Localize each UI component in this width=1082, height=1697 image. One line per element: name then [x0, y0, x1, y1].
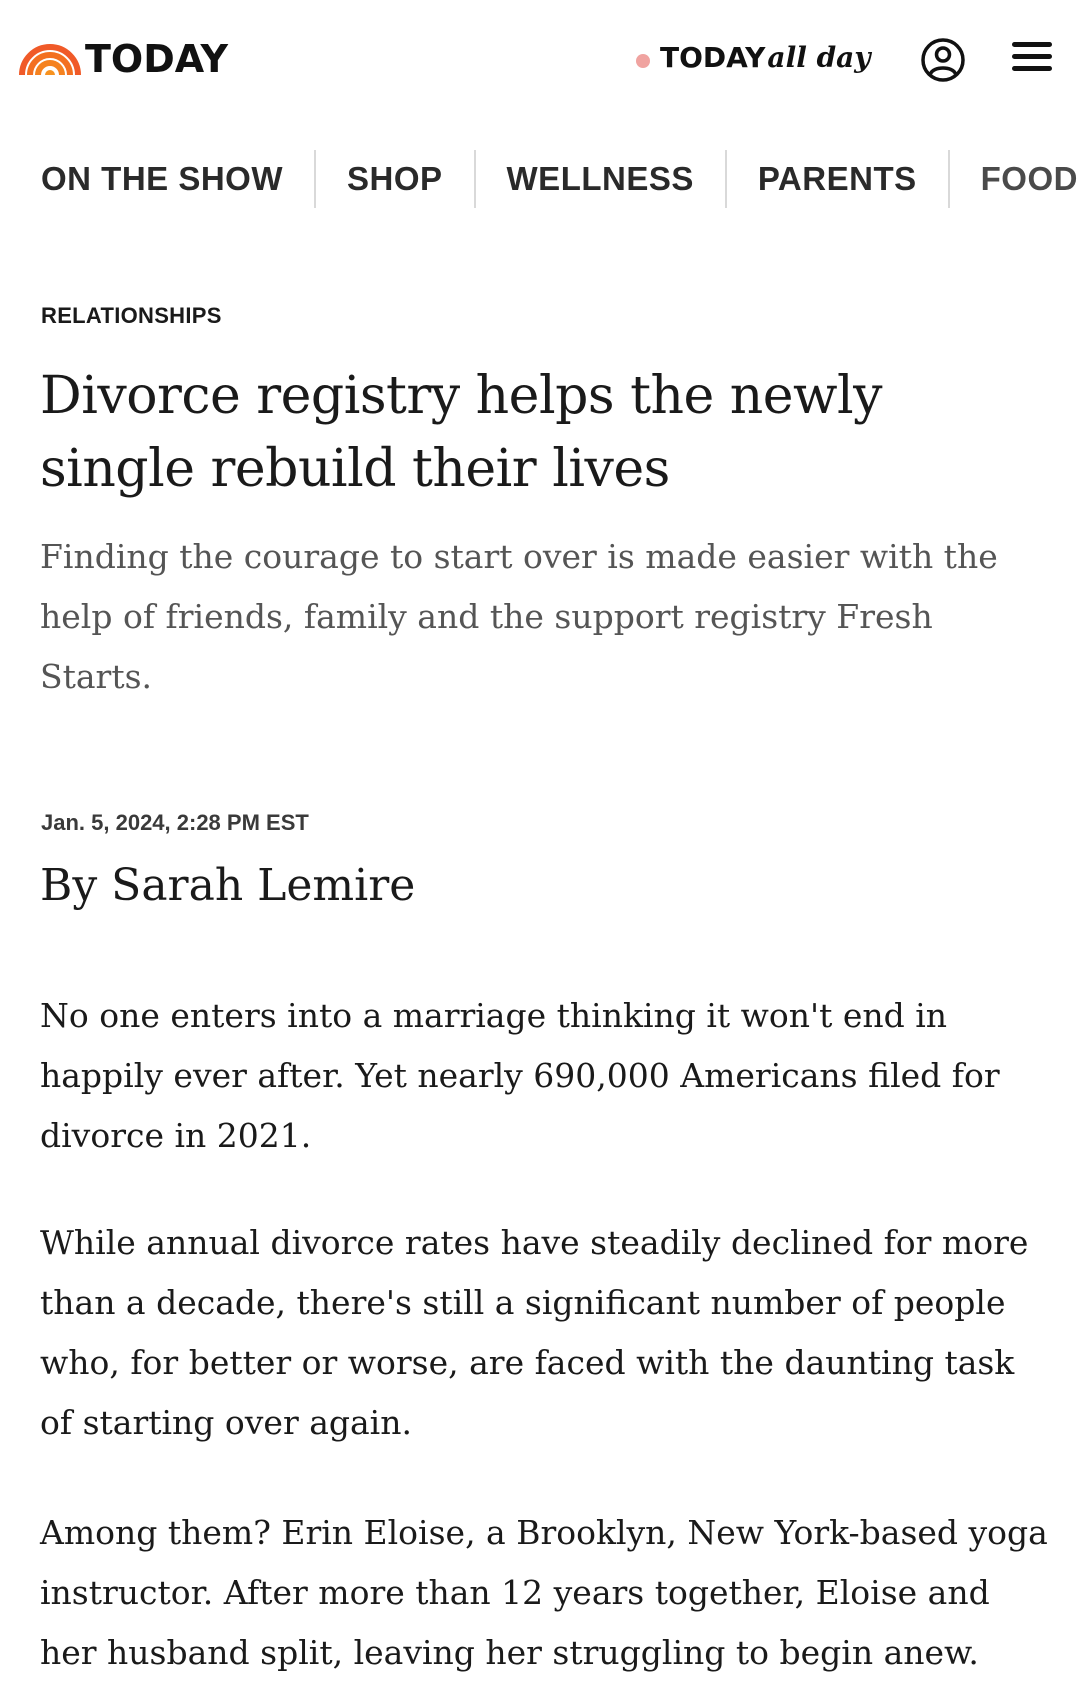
live-dot-icon	[636, 54, 650, 68]
logo-text: TODAY	[85, 37, 229, 81]
nav-item-shop[interactable]: SHOP	[316, 150, 476, 208]
user-circle-icon	[920, 37, 966, 83]
menu-button[interactable]	[1012, 42, 1052, 78]
article-paragraph: While annual divorce rates have steadily declined for more than a decade, there's still a significant number of people who, for better or worse, are faced with the daunting task of starting over again.	[40, 1223, 1029, 1442]
allday-brand: TODAY	[660, 41, 766, 74]
account-button[interactable]	[920, 37, 966, 83]
nav-item-wellness[interactable]: WELLNESS	[476, 150, 727, 208]
article-paragraph: Among them? Erin Eloise, a Brooklyn, New York-based yoga instructor. After more than 12 years together, Eloise and her husband split, leaving her struggling to begin anew.	[40, 1513, 1048, 1672]
today-all-day-link[interactable]	[636, 38, 871, 78]
rainbow-logo-icon	[19, 42, 81, 76]
article-byline[interactable]: By Sarah Lemire	[40, 860, 416, 911]
hamburger-menu-icon	[1012, 42, 1052, 71]
article-category[interactable]: RELATIONSHIPS	[41, 303, 222, 328]
nav-item-parents[interactable]: PARENTS	[727, 150, 950, 208]
nav-item-food[interactable]: FOOD	[950, 150, 1082, 208]
article-paragraph: No one enters into a marriage thinking it won't end in happily ever after. Yet nearly 690,000 Americans filed for divorce in 2021.	[40, 996, 1000, 1155]
allday-suffix: all day	[767, 41, 871, 74]
today-logo[interactable]	[19, 37, 229, 81]
section-nav	[0, 150, 1082, 208]
article-dateline: Jan. 5, 2024, 2:28 PM EST	[41, 810, 309, 835]
nav-item-on-the-show[interactable]: ON THE SHOW	[0, 150, 316, 208]
article-dek: Finding the courage to start over is made easier with the help of friends, family and the support registry Fresh Starts.	[40, 537, 998, 696]
article-headline: Divorce registry helps the newly single rebuild their lives	[40, 366, 883, 499]
site-header	[0, 0, 1082, 118]
